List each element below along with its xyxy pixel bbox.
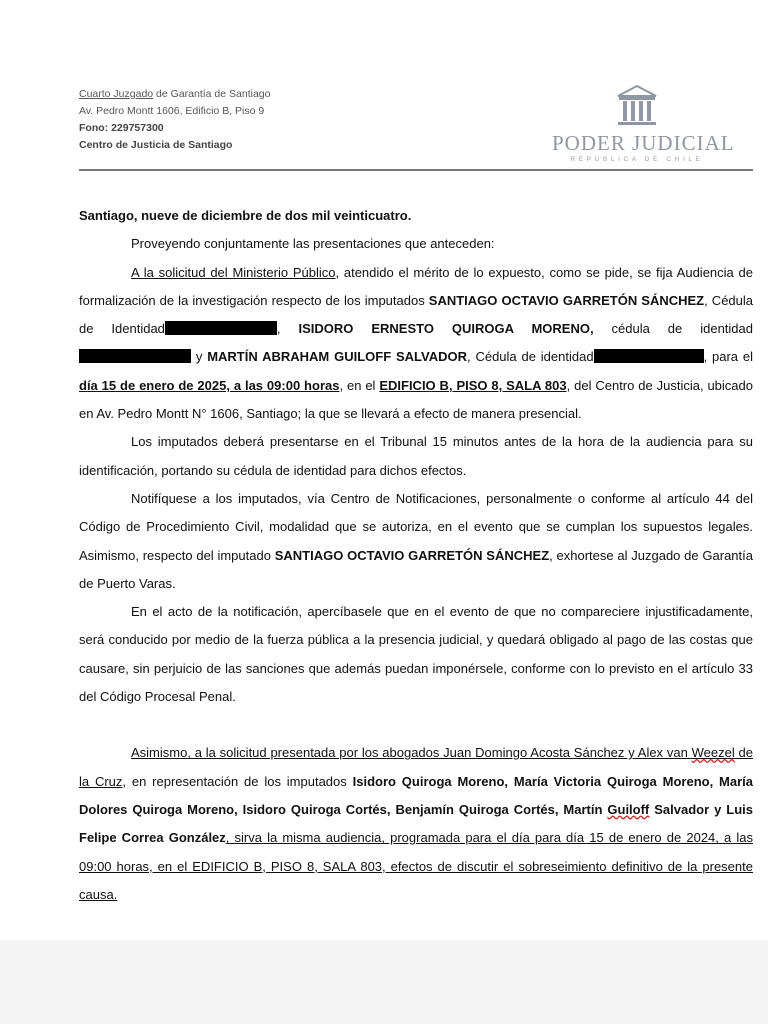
- text-span: ,: [276, 321, 299, 337]
- logo-subtitle: REPÚBLICA DE CHILE: [570, 156, 704, 163]
- defendant-name: SANTIAGO OCTAVIO GARRETÓN SÁNCHEZ: [428, 292, 705, 308]
- spellcheck-word: Guiloff: [607, 801, 650, 817]
- hearing-details: sirva la misma audiencia, programada para el día para día 15 de enero de 2024, a las 09:00 horas, en el EDIFICIO B, PISO 8, SALA 803, efectos de discutir el sobreseimiento definitivo de la presente causa.: [79, 830, 753, 902]
- court-link[interactable]: Cuarto Juzgado: [79, 88, 154, 100]
- paragraph-formalization: [79, 259, 753, 429]
- defendant-name: SANTIAGO OCTAVIO GARRETÓN SÁNCHEZ: [274, 547, 550, 563]
- text-span: cédula de identidad: [593, 321, 753, 337]
- text-span: Isidoro Quiroga Moreno, María Victoria Quiroga Moreno, María Dolores Quiroga Moreno, Isidoro Quiroga Cortés, Benjamín Quiroga Cortés, Martín: [79, 773, 753, 817]
- header-divider: [79, 169, 753, 171]
- date-line: Santiago, nueve de diciembre de dos mil veinticuatro.: [79, 208, 412, 223]
- courthouse-icon: [614, 83, 660, 129]
- text-span: , en representación de los imputados: [122, 773, 353, 789]
- paragraph-dismissal: [79, 739, 753, 909]
- text-span: , en el: [339, 377, 380, 393]
- text-span: ,: [225, 830, 235, 846]
- spellcheck-word: Weezel: [691, 745, 735, 761]
- court-center: Centro de Justicia de Santiago: [79, 139, 233, 151]
- text-span: , Cédula de Identidad: [79, 292, 754, 337]
- redacted-id: [79, 349, 191, 363]
- text-span: Asimismo, a la solicitud presentada por los abogados Juan Domingo Acosta Sánchez y Alex van: [131, 745, 692, 761]
- text-span: , del Centro de Justicia, ubicado en Av. Pedro Montt N° 1606, Santiago; la que se llevará a efecto de manera presencial.: [79, 377, 753, 422]
- court-address: Av. Pedro Montt 1606, Edificio B, Piso 9: [79, 105, 265, 117]
- text-span: , para el: [703, 349, 753, 365]
- redacted-id: [594, 349, 704, 363]
- ministry-request: A la solicitud del Ministerio Público: [131, 264, 336, 280]
- paragraph-notification: [79, 485, 753, 598]
- text-span: y: [191, 349, 208, 365]
- court-header: [79, 86, 270, 154]
- paragraph-intro: Proveyendo conjuntamente las presentaciones que anteceden:: [131, 236, 495, 252]
- hearing-date: día 15 de enero de 2025, a las 09:00 horas: [79, 377, 340, 393]
- paragraph-appearance: Los imputados deberá presentarse en el Tribunal 15 minutos antes de la hora de la audiencia para su identificación, portando su cédula de identidad para dichos efectos.: [79, 434, 753, 478]
- court-phone: Fono: 229757300: [79, 122, 164, 134]
- viewer-background: [0, 940, 768, 1024]
- text-span: de la Cruz: [79, 745, 753, 789]
- paragraph-gap: [79, 711, 753, 739]
- redacted-id: [165, 321, 277, 335]
- text-span: , Cédula de identidad: [467, 349, 594, 365]
- court-name-rest: de Garantía de Santiago: [153, 88, 271, 100]
- paragraph-warning: En el acto de la notificación, apercíbasele que en el evento de que no compareciere injustificadamente, será conducido por medio de la fuerza pública a la presencia judicial, y quedará obligado al pago de las costas que causare, sin perjuicio de las sanciones que además puedan imponérsele, conforme con lo previsto en el artículo 33 del Código Procesal Penal.: [79, 604, 753, 705]
- defendant-name: MARTÍN ABRAHAM GUILOFF SALVADOR: [207, 349, 467, 365]
- court-name: [79, 86, 270, 103]
- text-span: Salvador y Luis Felipe Correa González: [79, 801, 753, 846]
- defendant-name: ISIDORO ERNESTO QUIROGA MORENO,: [298, 321, 594, 337]
- logo-name: PODER JUDICIAL: [552, 131, 735, 155]
- text-span: Notifíquese a los imputados, vía Centro de Notificaciones, personalmente o conforme al artículo 44 del Código de Procedimiento Civil, modalidad que se autoriza, en el evento que se cumplan los supuestos legales. Asimismo, respecto del imputado: [79, 490, 753, 563]
- resolution-body: [79, 202, 753, 909]
- poder-judicial-logo: [552, 83, 735, 163]
- hearing-location: EDIFICIO B, PISO 8, SALA 803: [379, 377, 567, 393]
- text-span: , exhortese al Juzgado de Garantía de Puerto Varas.: [79, 547, 753, 591]
- text-span: , atendido el mérito de lo expuesto, como se pide, se fija Audiencia de formalización de la investigación respecto de los imputados: [79, 264, 754, 308]
